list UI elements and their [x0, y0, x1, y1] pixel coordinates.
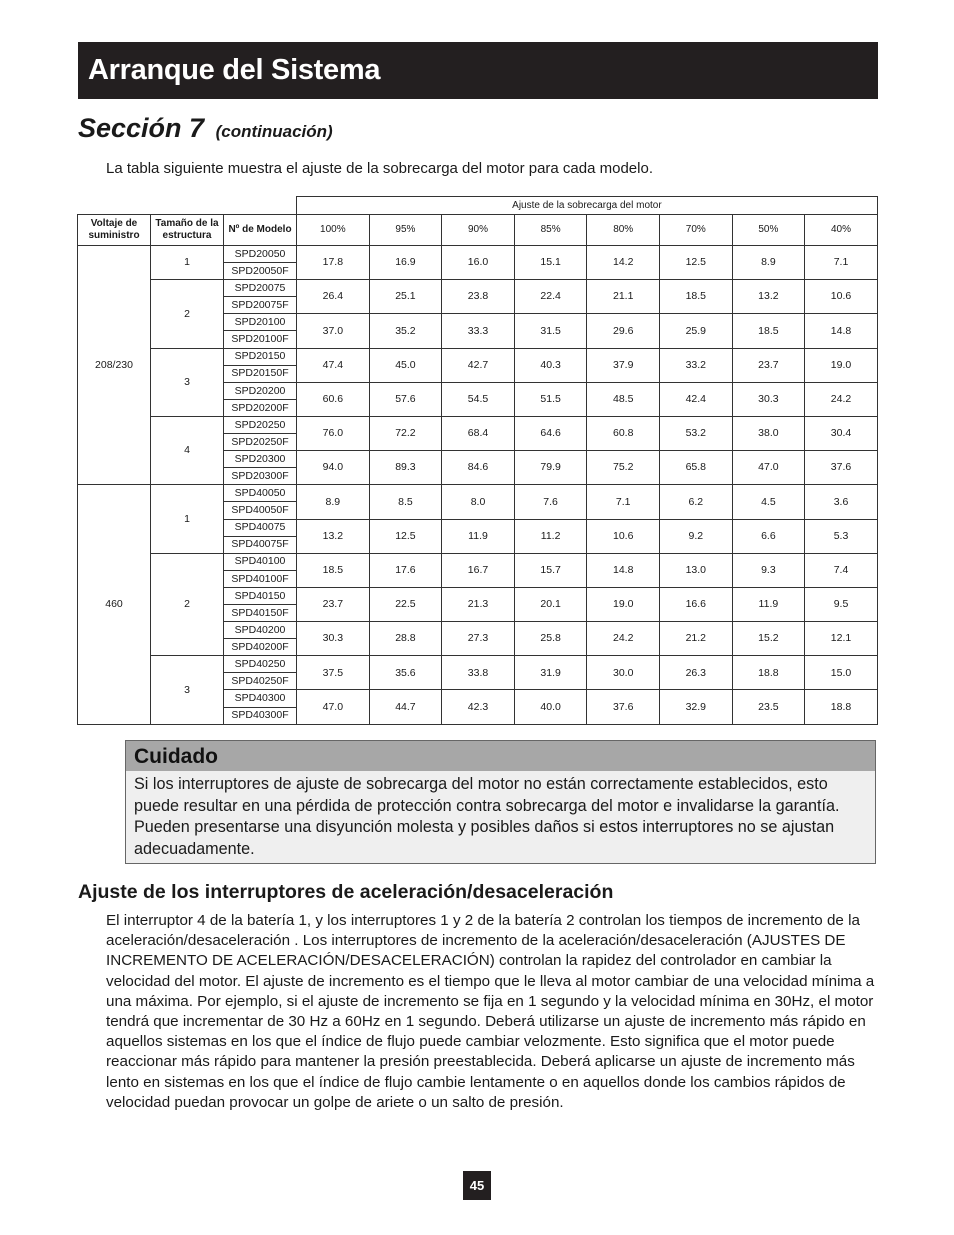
overload-value-cell: 17.6	[369, 553, 442, 587]
voltage-cell: 208/230	[78, 246, 151, 485]
overload-value-cell: 9.2	[660, 519, 733, 553]
frame-cell: 2	[151, 280, 224, 348]
model-cell: SPD40150	[224, 587, 297, 604]
overload-value-cell: 31.5	[514, 314, 587, 348]
banner-title: Arranque del Sistema	[88, 54, 381, 86]
accel-heading: Ajuste de los interruptores de aceleración/desaceleración	[78, 881, 614, 903]
percent-header: 70%	[660, 215, 733, 246]
table-row	[78, 553, 878, 570]
model-cell: SPD20075	[224, 280, 297, 297]
percent-header: 85%	[514, 215, 587, 246]
caution-box	[125, 740, 876, 864]
overload-value-cell: 28.8	[369, 622, 442, 656]
overload-value-cell: 13.2	[732, 280, 805, 314]
overload-value-cell: 64.6	[514, 416, 587, 450]
overload-value-cell: 15.1	[514, 246, 587, 280]
overload-value-cell: 12.5	[369, 519, 442, 553]
overload-value-cell: 35.6	[369, 656, 442, 690]
frame-cell: 3	[151, 656, 224, 724]
overload-value-cell: 18.5	[297, 553, 370, 587]
overload-value-cell: 6.2	[660, 485, 733, 519]
overload-value-cell: 42.4	[660, 382, 733, 416]
model-cell: SPD40050	[224, 485, 297, 502]
table-row	[78, 416, 878, 433]
group-header: Ajuste de la sobrecarga del motor	[297, 197, 878, 215]
model-cell: SPD40050F	[224, 502, 297, 519]
overload-value-cell: 18.8	[805, 690, 878, 724]
overload-value-cell: 13.2	[297, 519, 370, 553]
overload-value-cell: 68.4	[442, 416, 515, 450]
overload-value-cell: 18.5	[732, 314, 805, 348]
voltage-cell: 460	[78, 485, 151, 724]
model-cell: SPD20250F	[224, 434, 297, 451]
percent-header: 80%	[587, 215, 660, 246]
overload-value-cell: 54.5	[442, 382, 515, 416]
overload-value-cell: 53.2	[660, 416, 733, 450]
overload-value-cell: 30.3	[297, 622, 370, 656]
percent-header: 95%	[369, 215, 442, 246]
overload-value-cell: 33.2	[660, 348, 733, 382]
overload-value-cell: 23.7	[297, 587, 370, 621]
overload-value-cell: 33.8	[442, 656, 515, 690]
overload-value-cell: 19.0	[805, 348, 878, 382]
model-cell: SPD20200	[224, 382, 297, 399]
overload-value-cell: 14.2	[587, 246, 660, 280]
overload-value-cell: 44.7	[369, 690, 442, 724]
overload-value-cell: 32.9	[660, 690, 733, 724]
model-cell: SPD20050F	[224, 263, 297, 280]
overload-value-cell: 24.2	[805, 382, 878, 416]
frame-cell: 1	[151, 246, 224, 280]
overload-value-cell: 37.6	[805, 451, 878, 485]
overload-value-cell: 14.8	[587, 553, 660, 587]
overload-value-cell: 33.3	[442, 314, 515, 348]
model-cell: SPD20250	[224, 416, 297, 433]
overload-value-cell: 89.3	[369, 451, 442, 485]
overload-value-cell: 20.1	[514, 587, 587, 621]
overload-value-cell: 12.5	[660, 246, 733, 280]
model-cell: SPD20100F	[224, 331, 297, 348]
overload-value-cell: 7.4	[805, 553, 878, 587]
model-cell: SPD20300	[224, 451, 297, 468]
overload-value-cell: 23.7	[732, 348, 805, 382]
page-number	[463, 1171, 491, 1200]
overload-value-cell: 84.6	[442, 451, 515, 485]
model-cell: SPD20150F	[224, 365, 297, 382]
model-cell: SPD20200F	[224, 399, 297, 416]
percent-header: 50%	[732, 215, 805, 246]
overload-value-cell: 11.2	[514, 519, 587, 553]
overload-value-cell: 18.5	[660, 280, 733, 314]
overload-value-cell: 8.5	[369, 485, 442, 519]
overload-value-cell: 10.6	[587, 519, 660, 553]
overload-value-cell: 7.1	[587, 485, 660, 519]
overload-value-cell: 30.3	[732, 382, 805, 416]
page-number-text: 45	[469, 1178, 485, 1193]
overload-value-cell: 76.0	[297, 416, 370, 450]
section-subtitle: (continuación)	[215, 122, 333, 141]
model-cell: SPD20050	[224, 246, 297, 263]
overload-value-cell: 30.4	[805, 416, 878, 450]
overload-value-cell: 17.8	[297, 246, 370, 280]
overload-value-cell: 40.3	[514, 348, 587, 382]
overload-value-cell: 23.5	[732, 690, 805, 724]
overload-value-cell: 23.8	[442, 280, 515, 314]
overload-value-cell: 12.1	[805, 622, 878, 656]
frame-cell: 4	[151, 416, 224, 484]
overload-value-cell: 8.9	[297, 485, 370, 519]
overload-value-cell: 11.9	[442, 519, 515, 553]
model-cell: SPD40300F	[224, 707, 297, 724]
frame-cell: 2	[151, 553, 224, 656]
overload-value-cell: 9.5	[805, 587, 878, 621]
overload-value-cell: 16.0	[442, 246, 515, 280]
overload-value-cell: 35.2	[369, 314, 442, 348]
overload-value-cell: 24.2	[587, 622, 660, 656]
model-cell: SPD40300	[224, 690, 297, 707]
table-row	[78, 280, 878, 297]
model-cell: SPD40075F	[224, 536, 297, 553]
overload-value-cell: 42.3	[442, 690, 515, 724]
motor-overload-table	[77, 196, 878, 725]
model-cell: SPD40100	[224, 553, 297, 570]
model-cell: SPD40200F	[224, 639, 297, 656]
model-cell: SPD20300F	[224, 468, 297, 485]
model-cell: SPD40200	[224, 622, 297, 639]
model-cell: SPD40100F	[224, 570, 297, 587]
overload-value-cell: 16.6	[660, 587, 733, 621]
overload-value-cell: 37.9	[587, 348, 660, 382]
section-number: Sección 7	[78, 113, 205, 143]
overload-value-cell: 75.2	[587, 451, 660, 485]
table-corner	[78, 197, 297, 215]
overload-value-cell: 38.0	[732, 416, 805, 450]
col-model-header: Nº de Modelo	[224, 215, 297, 246]
overload-value-cell: 51.5	[514, 382, 587, 416]
model-cell: SPD40075	[224, 519, 297, 536]
overload-value-cell: 37.5	[297, 656, 370, 690]
table-row	[78, 348, 878, 365]
table-row	[78, 485, 878, 502]
overload-value-cell: 72.2	[369, 416, 442, 450]
overload-value-cell: 15.7	[514, 553, 587, 587]
model-cell: SPD20150	[224, 348, 297, 365]
overload-value-cell: 8.0	[442, 485, 515, 519]
overload-value-cell: 19.0	[587, 587, 660, 621]
overload-value-cell: 25.8	[514, 622, 587, 656]
overload-value-cell: 37.0	[297, 314, 370, 348]
overload-value-cell: 31.9	[514, 656, 587, 690]
overload-value-cell: 65.8	[660, 451, 733, 485]
overload-value-cell: 26.4	[297, 280, 370, 314]
overload-value-cell: 40.0	[514, 690, 587, 724]
frame-cell: 1	[151, 485, 224, 553]
overload-value-cell: 37.6	[587, 690, 660, 724]
caution-title: Cuidado	[126, 741, 875, 771]
overload-value-cell: 21.1	[587, 280, 660, 314]
overload-value-cell: 42.7	[442, 348, 515, 382]
table-row	[78, 246, 878, 263]
overload-value-cell: 18.8	[732, 656, 805, 690]
caution-text: Si los interruptores de ajuste de sobrecarga del motor no están correctamente establecidos, esto puede resultar en una pérdida de protección contra sobrecarga del motor e invalidarse la garantía. Pueden presentarse una disyunción molesta y posibles daños si estos interruptores no se ajustan adecuadamente.	[134, 775, 840, 858]
section-banner	[78, 42, 878, 99]
overload-value-cell: 22.5	[369, 587, 442, 621]
percent-header: 90%	[442, 215, 515, 246]
overload-value-cell: 47.0	[297, 690, 370, 724]
frame-cell: 3	[151, 348, 224, 416]
overload-value-cell: 21.2	[660, 622, 733, 656]
section-title	[78, 113, 333, 144]
overload-value-cell: 79.9	[514, 451, 587, 485]
model-cell: SPD20100	[224, 314, 297, 331]
percent-header: 40%	[805, 215, 878, 246]
overload-value-cell: 94.0	[297, 451, 370, 485]
overload-value-cell: 60.6	[297, 382, 370, 416]
overload-value-cell: 16.7	[442, 553, 515, 587]
overload-value-cell: 47.0	[732, 451, 805, 485]
accel-paragraph: El interruptor 4 de la batería 1, y los interruptores 1 y 2 de la batería 2 controlan los tiempos de incremento de la aceleración/desaceleración . Los interruptores de incremento de la aceleración/desaceleración (AJUSTES DE INCREMENTO DE ACELERACIÓN/DESACELERACIÓN) controlan la rapidez del controlador en cambiar la velocidad del motor. El ajuste de incremento es el tiempo que le lleva al motor cambiar de una velocidad mínima a una máxima. Por ejemplo, si el ajuste de incremento se fija en 1 segundo y la velocidad mínima en 30Hz, el motor tendrá que incrementar de 30 Hz a 60Hz en 1 segundo. Deberá utilizarse un ajuste de incremento más rápido en aquellos sistemas en los que el índice de flujo puede cambiar velozmente. Esto significa que el motor puede reaccionar más rápido para mantener la presión preestablecida. Deberá aplicarse un ajuste de incremento más lento en sistemas en los que el índice de flujo cambie lentamente o en aquellos donde los cambios rápidos de velocidad puedan provocar un golpe de ariete o un salto de presión.	[106, 912, 875, 1111]
overload-value-cell: 22.4	[514, 280, 587, 314]
overload-value-cell: 7.1	[805, 246, 878, 280]
overload-value-cell: 8.9	[732, 246, 805, 280]
overload-value-cell: 15.0	[805, 656, 878, 690]
overload-value-cell: 4.5	[732, 485, 805, 519]
overload-value-cell: 7.6	[514, 485, 587, 519]
overload-value-cell: 60.8	[587, 416, 660, 450]
col-voltage-header: Voltaje de suministro	[78, 215, 151, 246]
overload-value-cell: 57.6	[369, 382, 442, 416]
overload-value-cell: 9.3	[732, 553, 805, 587]
overload-value-cell: 13.0	[660, 553, 733, 587]
overload-value-cell: 30.0	[587, 656, 660, 690]
overload-value-cell: 6.6	[732, 519, 805, 553]
overload-value-cell: 27.3	[442, 622, 515, 656]
model-cell: SPD40250	[224, 656, 297, 673]
overload-value-cell: 45.0	[369, 348, 442, 382]
overload-value-cell: 11.9	[732, 587, 805, 621]
table-row	[78, 656, 878, 673]
overload-value-cell: 14.8	[805, 314, 878, 348]
model-cell: SPD20075F	[224, 297, 297, 314]
overload-value-cell: 29.6	[587, 314, 660, 348]
col-frame-header: Tamaño de la estructura	[151, 215, 224, 246]
overload-value-cell: 26.3	[660, 656, 733, 690]
model-cell: SPD40250F	[224, 673, 297, 690]
overload-value-cell: 25.9	[660, 314, 733, 348]
overload-value-cell: 21.3	[442, 587, 515, 621]
overload-value-cell: 25.1	[369, 280, 442, 314]
overload-value-cell: 48.5	[587, 382, 660, 416]
overload-value-cell: 5.3	[805, 519, 878, 553]
intro-text: La tabla siguiente muestra el ajuste de la sobrecarga del motor para cada modelo.	[106, 160, 653, 177]
model-cell: SPD40150F	[224, 604, 297, 621]
overload-value-cell: 16.9	[369, 246, 442, 280]
overload-value-cell: 47.4	[297, 348, 370, 382]
overload-value-cell: 10.6	[805, 280, 878, 314]
overload-value-cell: 15.2	[732, 622, 805, 656]
percent-header: 100%	[297, 215, 370, 246]
overload-value-cell: 3.6	[805, 485, 878, 519]
